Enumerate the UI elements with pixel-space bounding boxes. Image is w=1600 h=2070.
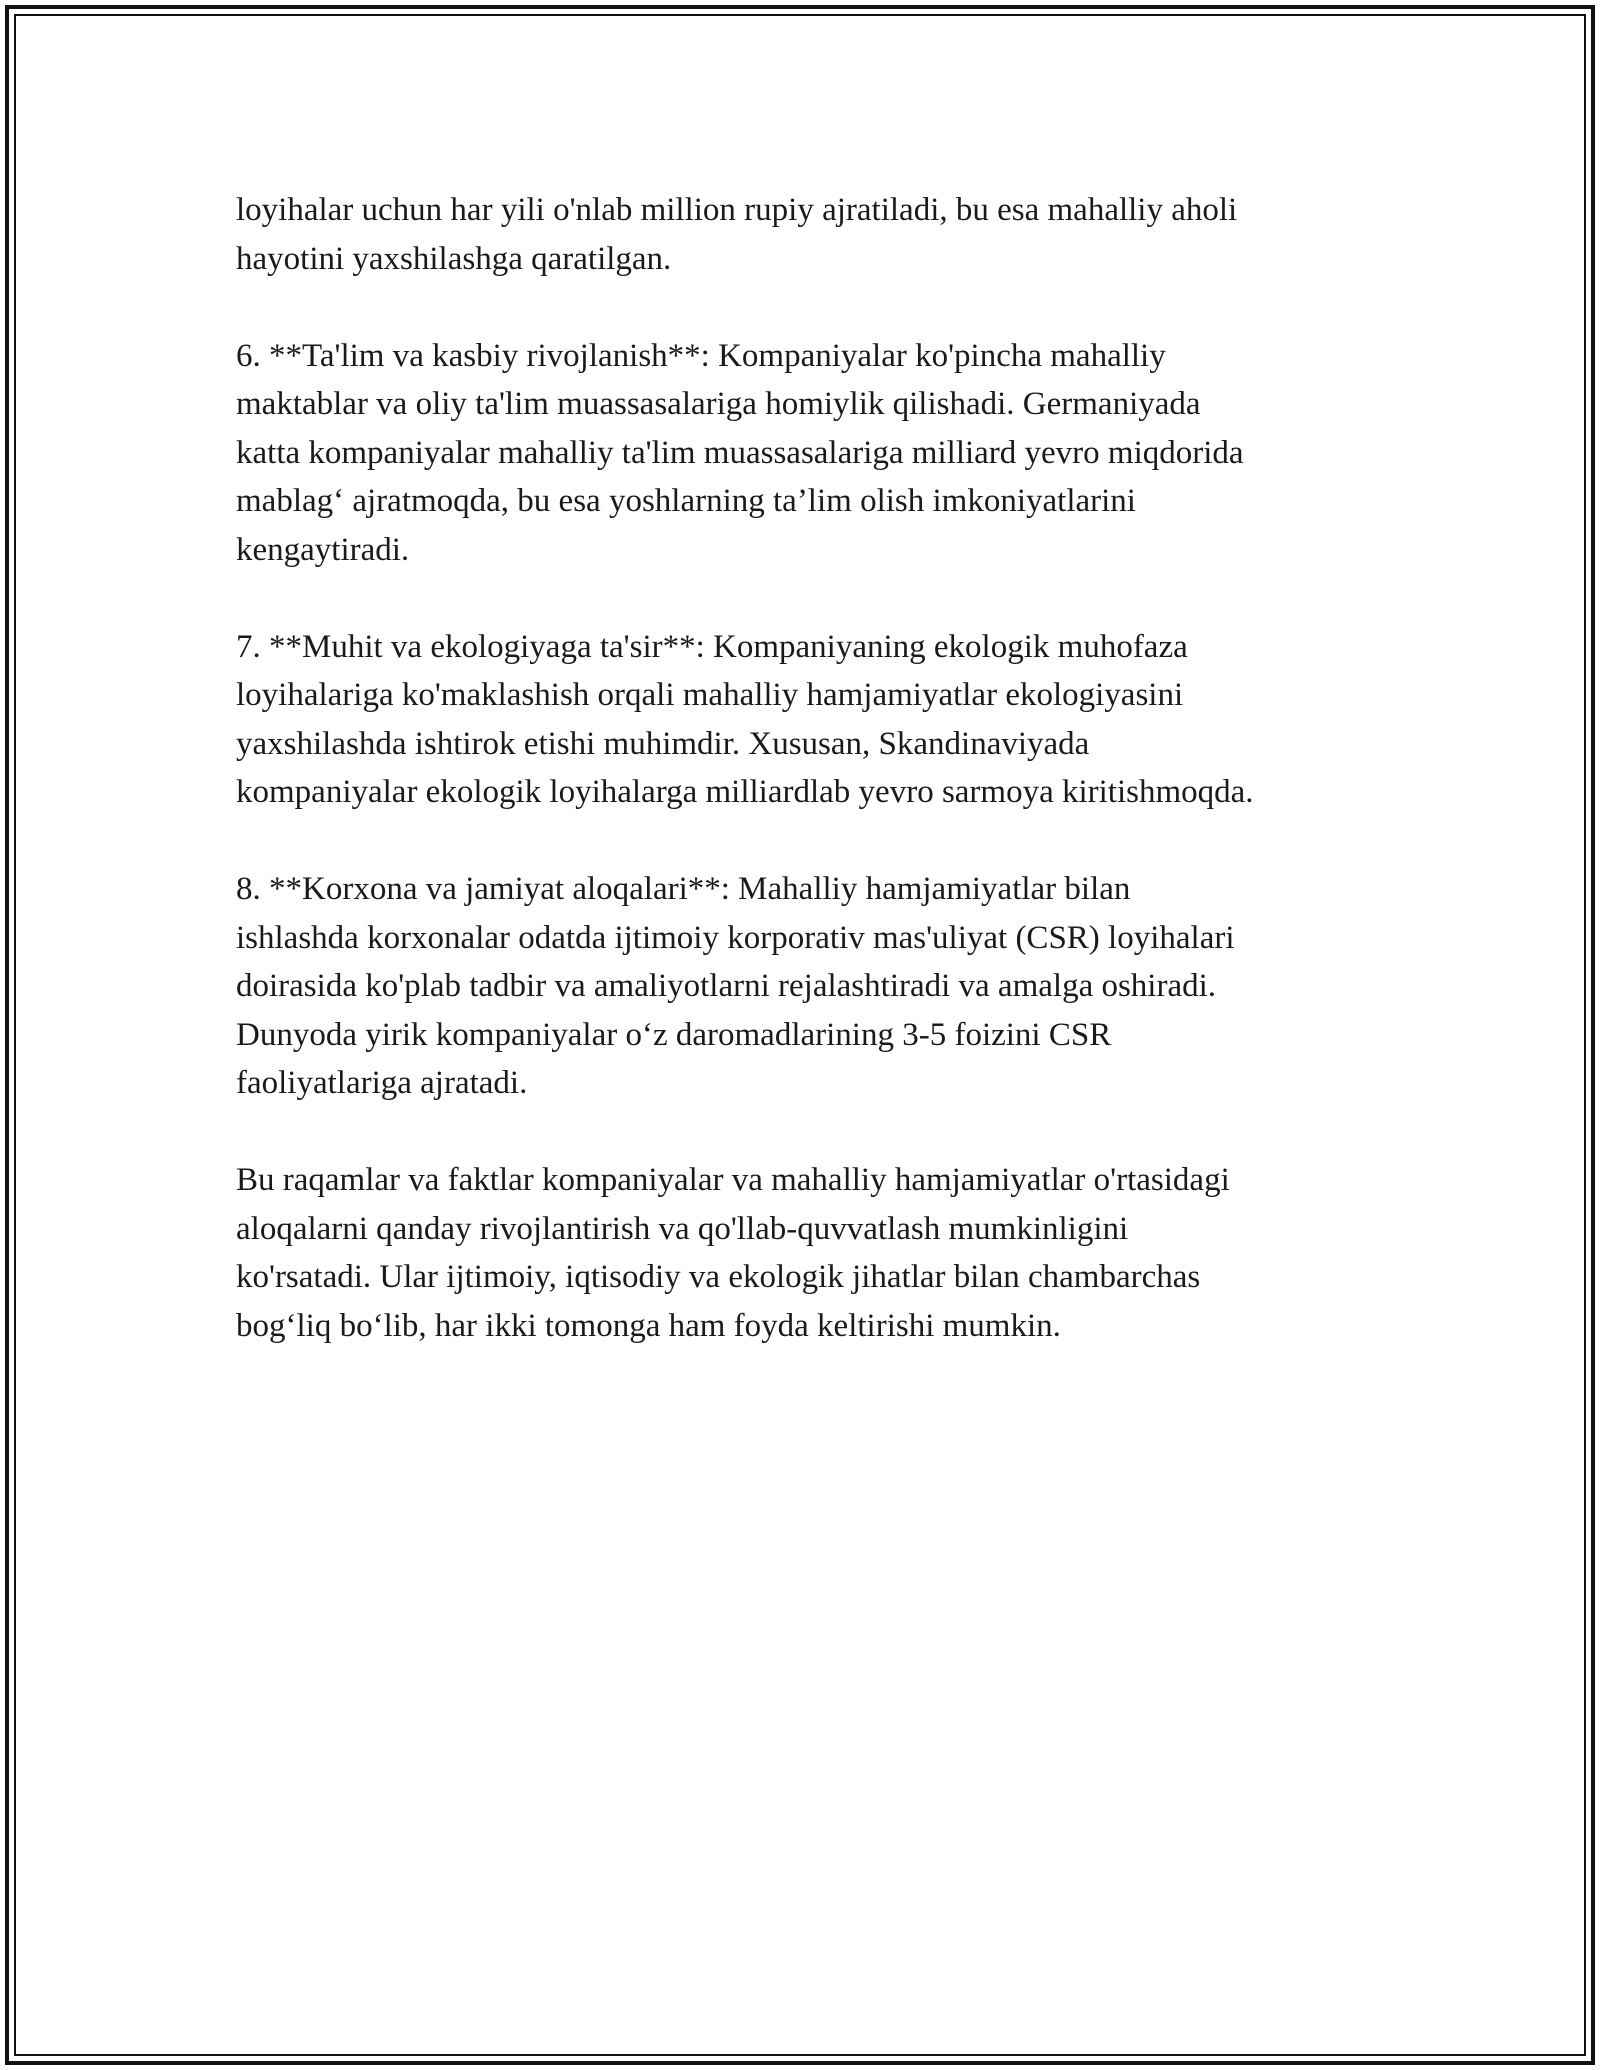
text-line: kompaniyalar ekologik loyihalarga milliardlab yevro sarmoya kiritishmoqda. — [236, 774, 1254, 810]
text-line: mablag‘ ajratmoqda, bu esa yoshlarning ta’lim olish imkoniyatlarini — [236, 483, 1136, 519]
paragraph-continuation — [236, 186, 1376, 283]
text-line: ko'rsatadi. Ular ijtimoiy, iqtisodiy va ekologik jihatlar bilan chambarchas — [236, 1259, 1201, 1295]
text-line: loyihalar uchun har yili o'nlab million rupiy ajratiladi, bu esa mahalliy aholi — [236, 192, 1238, 228]
document-body — [236, 186, 1376, 1399]
text-line: loyihalariga ko'maklashish orqali mahalliy hamjamiyatlar ekologiyasini — [236, 677, 1184, 713]
text-line: maktablar va oliy ta'lim muassasalariga homiylik qilishadi. Germaniyada — [236, 386, 1201, 422]
text-line: ishlashda korxonalar odatda ijtimoiy korporativ mas'uliyat (CSR) loyihalari — [236, 919, 1235, 956]
text-line: doirasida ko'plab tadbir va amaliyotlarni rejalashtiradi va amalga oshiradi. — [236, 968, 1217, 1004]
text-line: katta kompaniyalar mahalliy ta'lim muassasalariga milliard yevro miqdorida — [236, 434, 1244, 471]
text-line: 6. **Ta'lim va kasbiy rivojlanish**: Kompaniyalar ko'pincha mahalliy — [236, 337, 1166, 374]
paragraph-item-6 — [236, 332, 1376, 575]
paragraph-item-7 — [236, 623, 1376, 817]
text-line: bog‘liq bo‘lib, har ikki tomonga ham foyda keltirishi mumkin. — [236, 1307, 1061, 1344]
text-line: Bu raqamlar va faktlar kompaniyalar va mahalliy hamjamiyatlar o'rtasidagi — [236, 1162, 1230, 1198]
paragraph-conclusion — [236, 1156, 1376, 1350]
text-line: aloqalarni qanday rivojlantirish va qo'llab-quvvatlash mumkinligini — [236, 1210, 1129, 1247]
text-line: hayotini yaxshilashga qaratilgan. — [236, 240, 672, 277]
text-line: 8. **Korxona va jamiyat aloqalari**: Mahalliy hamjamiyatlar bilan — [236, 871, 1131, 907]
text-line: kengaytiradi. — [236, 531, 410, 568]
text-line: yaxshilashda ishtirok etishi muhimdir. Xususan, Skandinaviyada — [236, 725, 1090, 762]
text-line: faoliyatlariga ajratadi. — [236, 1065, 528, 1101]
text-line: 7. **Muhit va ekologiyaga ta'sir**: Kompaniyaning ekologik muhofaza — [236, 628, 1188, 665]
text-line: Dunyoda yirik kompaniyalar o‘z daromadlarining 3-5 foizini CSR — [236, 1016, 1112, 1053]
paragraph-item-8 — [236, 865, 1376, 1108]
